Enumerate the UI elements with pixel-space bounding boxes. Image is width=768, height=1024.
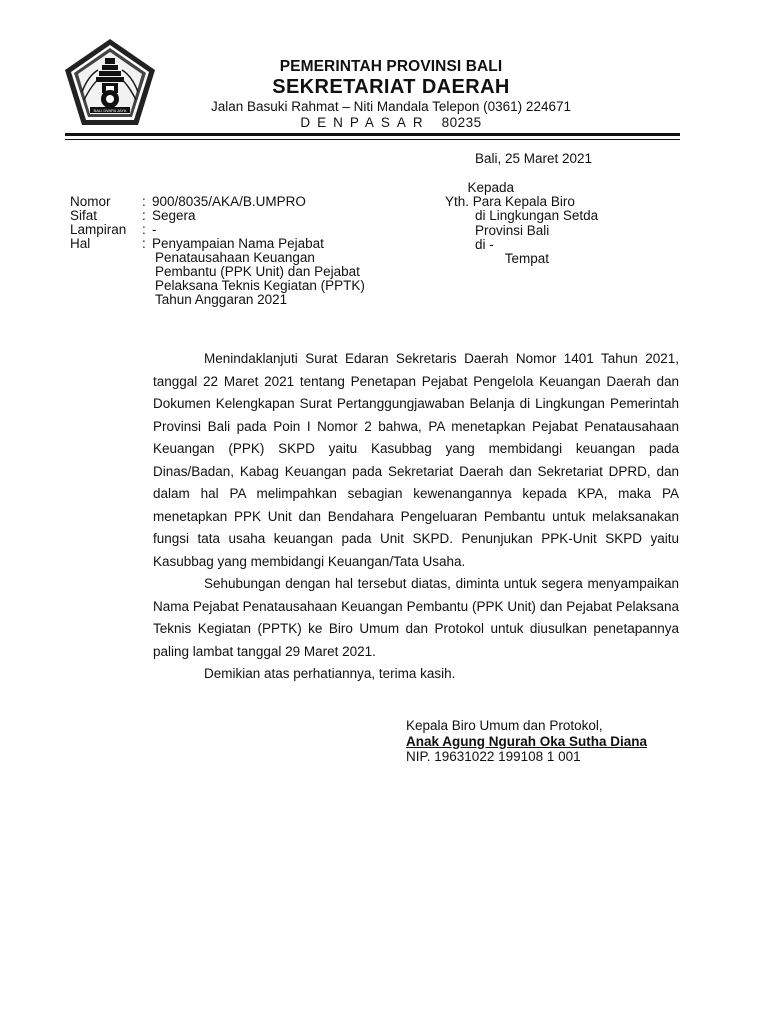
recipient-block [445, 181, 598, 266]
hal-label: Hal [70, 236, 91, 251]
lampiran-label: Lampiran [70, 222, 127, 237]
signer-nip: NIP. 19631022 199108 1 001 [406, 749, 581, 764]
sifat-value: Segera [152, 208, 196, 223]
meta-row-sifat: Sifat : Segera [70, 208, 196, 223]
letter-meta [70, 195, 365, 307]
logo-motto: BALI DWIPA JAYA [93, 108, 127, 113]
hal-line: Penatausahaan Keuangan [155, 250, 315, 265]
letterhead [168, 58, 614, 131]
hal-line: Pelaksana Teknis Kegiatan (PPTK) [155, 278, 365, 293]
office-address: Jalan Basuki Rahmat – Niti Mandala Telepon (0361) 224671 [211, 99, 571, 114]
letter-body [153, 348, 679, 686]
meta-row-lampiran: Lampiran : - [70, 222, 157, 237]
body-paragraph: Demikian atas perhatiannya, terima kasih. [204, 666, 456, 681]
body-paragraph: Menindaklanjuti Surat Edaran Sekretaris Daerah Nomor 1401 Tahun 2021, tanggal 22 Maret 2021 tentang Penetapan Pejabat Pengelola Keuangan Daerah dan Dokumen Kelengkapan Surat Pertanggungjawaban Belanja di Lingkungan Pemerintah Provinsi Bali pada Poin I Nomor 2 bahwa, PA menetapkan Pejabat Penatausahaan Keuangan (PPK) SKPD yaitu Kasubbag yang membidangi keuangan pada Dinas/Badan, Kabag Keuangan pada Sekretariat Daerah dan Sekretariat DPRD, dan dalam hal PA melimpahkan sebagian kewenangannya kepada KPA, maka PA menetapkan PPK Unit dan Bendahara Pengeluaran Pembantu untuk melaksanakan fungsi tata usaha keuangan pada Unit SKPD. Penunjukan PPK-Unit SKPD yaitu Kasubbag yang membidangi Keuangan/Tata Usaha. [153, 351, 679, 569]
recipient-line: Provinsi Bali [445, 222, 550, 238]
lampiran-value: - [152, 222, 157, 237]
letterhead-rule-thick [65, 133, 680, 136]
office-name: SEKRETARIAT DAERAH [272, 76, 510, 98]
city-name: DENPASAR [300, 115, 430, 130]
letterhead-rule-thin [65, 139, 680, 140]
recipient-line: di Lingkungan Setda [445, 208, 599, 224]
government-name: PEMERINTAH PROVINSI BALI [279, 58, 503, 75]
recipient-line: Yth. Para Kepala Biro [445, 194, 575, 210]
recipient-line: di - [445, 236, 494, 252]
postal-code: 80235 [441, 115, 482, 130]
city-line [168, 115, 614, 131]
nomor-label: Nomor [70, 194, 111, 209]
recipient-line: Tempat [445, 251, 550, 267]
recipient-line: Kepada [445, 180, 515, 195]
letter-date: Bali, 25 Maret 2021 [475, 151, 593, 166]
signer-position: Kepala Biro Umum dan Protokol, [406, 718, 603, 733]
hal-line: Pembantu (PPK Unit) dan Pejabat [155, 264, 360, 279]
hal-line: Tahun Anggaran 2021 [155, 292, 288, 307]
meta-row-nomor: Nomor : 900/8035/AKA/B.UMPRO [70, 194, 306, 209]
body-paragraph: Sehubungan dengan hal tersebut diatas, diminta untuk segera menyampaikan Nama Pejabat Penatausahaan Keuangan Pembantu (PPK Unit) dan Pejabat Pelaksana Teknis Kegiatan (PPTK) ke Biro Umum dan Protokol untuk diusulkan penetapannya paling lambat tanggal 29 Maret 2021. [153, 576, 679, 659]
hal-value [152, 237, 365, 307]
bali-province-emblem-logo [62, 36, 158, 128]
signature-block [406, 718, 647, 765]
meta-row-hal: Hal : Penyampaian Nama Pejabat Penatausahaan Keuangan Pembantu (PPK Unit) dan Pejabat Pelaksana Teknis Kegiatan (PPTK) Tahun Anggaran 2021 [70, 236, 365, 307]
sifat-label: Sifat [70, 208, 98, 223]
signer-name: Anak Agung Ngurah Oka Sutha Diana [406, 733, 648, 749]
hal-line: Penyampaian Nama Pejabat [152, 236, 324, 251]
nomor-value: 900/8035/AKA/B.UMPRO [152, 194, 306, 209]
